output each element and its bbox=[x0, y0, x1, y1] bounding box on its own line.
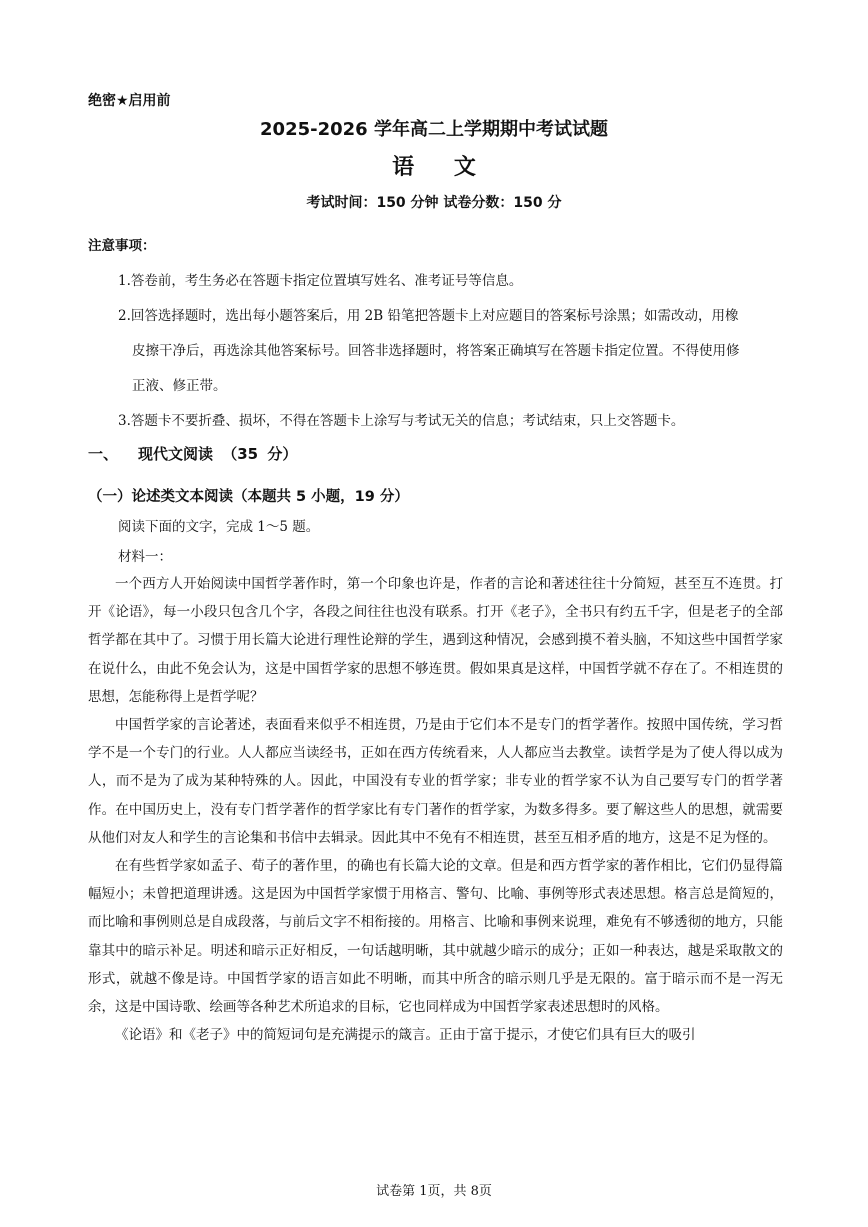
note-item-continued: 皮擦干净后，再选涂其他答案标号。回答非选择题时，将答案正确填写在答题卡指定位置。不得使用修 bbox=[132, 343, 740, 359]
reading-instruction: 阅读下面的文字，完成 1～5 题。 bbox=[118, 519, 320, 535]
subject-title: 语 文 bbox=[392, 155, 492, 180]
passage-paragraph: 在有些哲学家如孟子、荀子的著作里，的确也有长篇大论的文章。但是和西方哲学家的著作相比，它们仍显得篇幅短小；未曾把道理讲透。这是因为中国哲学家惯于用格言、警句、比喻、事例等形式表述思想。格言总是简短的，而比喻和事例则总是自成段落，与前后文字不相衔接的。用格言、比喻和事例来说理，难免有不够透彻的地方，只能靠其中的暗示补足。明述和暗示正好相反，一句话越明晰，其中就越少暗示的成分；正如一种表达，越是采取散文的形式，就越不像是诗。中国哲学家的语言如此不明晰，而其中所含的暗示则几乎是无限的。富于暗示而不是一泻无余，这是中国诗歌、绘画等各种艺术所追求的目标，它也同样成为中国哲学家表述思想时的风格。 bbox=[88, 858, 783, 1016]
passage-paragraph: 一个西方人开始阅读中国哲学著作时，第一个印象也许是，作者的言论和著述往往十分简短，甚至互不连贯。打开《论语》，每一小段只包含几个字，各段之间往往也没有联系。打开《老子》，全书只有约五千字，但是老子的全部哲学都在其中了。习惯于用长篇大论进行理性论辩的学生，遇到这种情况，会感到摸不着头脑，不知这些中国哲学家在说什么，由此不免会认为，这是中国哲学家的思想不够连贯。假如果真是这样，中国哲学就不存在了。不相连贯的思想，怎能称得上是哲学呢？ bbox=[88, 576, 783, 705]
section-heading bbox=[88, 443, 317, 464]
subsection-heading: （一）论述类文本阅读（本题共 5 小题，19 分） bbox=[88, 489, 409, 505]
exam-info: 考试时间：150 分钟 试卷分数：150 分 bbox=[306, 195, 562, 211]
note-item: 1.答卷前，考生务必在答题卡指定位置填写姓名、准考证号等信息。 bbox=[118, 273, 523, 289]
page-footer: 试卷第 1页，共 8页 bbox=[376, 1184, 492, 1199]
exam-title: 2025-2026 学年高二上学期期中考试试题 bbox=[260, 119, 608, 140]
confidential-label: 绝密★启用前 bbox=[88, 93, 171, 109]
notes-heading: 注意事项： bbox=[88, 238, 156, 254]
passage-paragraph: 《论语》和《老子》中的简短词句是充满提示的箴言。正由于富于提示，才使它们具有巨大的吸引 bbox=[115, 1027, 696, 1044]
note-item: 3.答题卡不要折叠、损坏，不得在答题卡上涂写与考试无关的信息；考试结束，只上交答题卡。 bbox=[118, 413, 685, 429]
material-label: 材料一： bbox=[118, 549, 172, 565]
passage-paragraph: 中国哲学家的言论著述，表面看来似乎不相连贯，乃是由于它们本不是专门的哲学著作。按照中国传统，学习哲学不是一个专门的行业。人人都应当读经书，正如在西方传统看来，人人都应当去教堂。读哲学是为了使人得以成为人，而不是为了成为某种特殊的人。因此，中国没有专业的哲学家；非专业的哲学家不认为自己要写专门的哲学著作。在中国历史上，没有专门哲学著作的哲学家比有专门著作的哲学家，为数多得多。要了解这些人的思想，就需要从他们对友人和学生的言论集和书信中去辑录。因此其中不免有不相连贯，甚至互相矛盾的地方，这是不足为怪的。 bbox=[88, 717, 783, 846]
passage-body bbox=[88, 570, 783, 1049]
section-title: 现代文阅读 （35 分） bbox=[138, 445, 298, 463]
section-number: 一、 bbox=[88, 445, 119, 463]
note-item-continued: 正液、修正带。 bbox=[132, 378, 227, 394]
note-item: 2.回答选择题时，选出每小题答案后，用 2B 铅笔把答题卡上对应题目的答案标号涂黑；如需改动，用橡 bbox=[118, 308, 739, 324]
